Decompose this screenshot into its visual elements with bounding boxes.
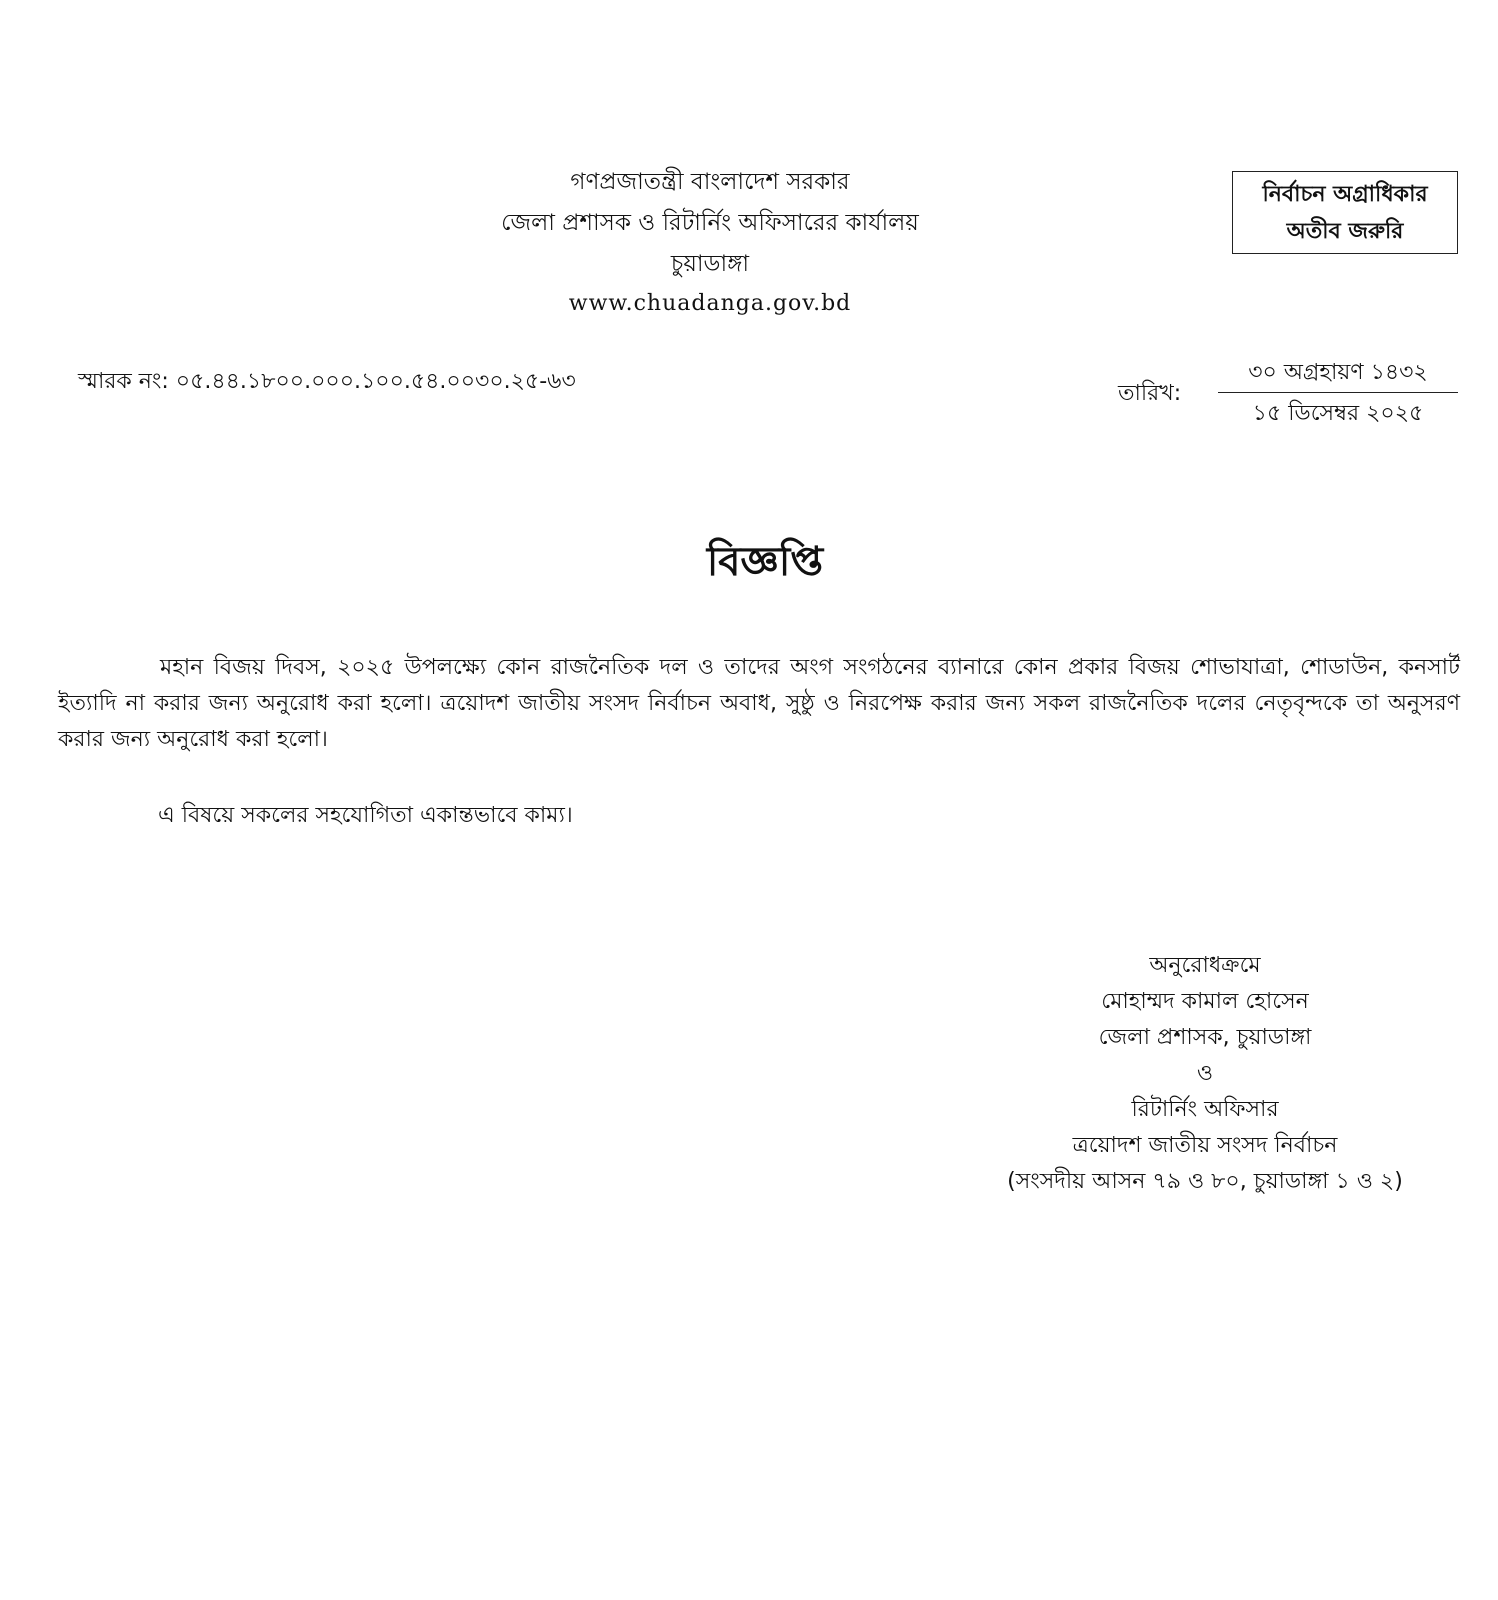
date-divider [1218,392,1458,393]
signature-conjunction: ও [1196,1061,1214,1086]
government-header [440,162,980,323]
signature-constituency: (সংসদীয় আসন ৭৯ ও ৮০, চুয়াডাঙ্গা ১ ও ২) [1007,1169,1403,1194]
notice-closing-paragraph: এ বিষয়ে সকলের সহযোগিতা একান্তভাবে কাম্য। [158,803,573,828]
government-name: গণপ্রজাতন্ত্রী বাংলাদেশ সরকার [570,169,850,195]
signature-request-line: অনুরোধক্রমে [1149,953,1261,978]
website-url: www.chuadanga.gov.bd [568,291,852,316]
priority-box [1232,171,1458,254]
memo-number: স্মারক নং: ০৫.৪৪.১৮০০.০০০.১০০.৫৪.০০৩০.২৫-৬৩ [78,369,576,394]
date-label: তারিখ: [1118,381,1182,406]
notice-body-paragraph: মহান বিজয় দিবস, ২০২৫ উপলক্ষ্যে কোন রাজনৈতিক দল ও তাদের অংগ সংগঠনের ব্যানারে কোন প্রকার বিজয় শোভাযাত্রা, শোডাউন, কনসার্ট ইত্যাদি না করার জন্য অনুরোধ করা হলো। ত্রয়োদশ জাতীয় সংসদ নির্বাচন অবাধ, সুষ্ঠু ও নিরপেক্ষ করার জন্য সকল রাজনৈতিক দলের নেতৃবৃন্দকে তা অনুসরণ করার জন্য অনুরোধ করা হলো। [58,655,1460,752]
district-name: চুয়াডাঙ্গা [670,251,750,277]
priority-urgent-label: অতীব জরুরি [1286,219,1404,244]
notice-title: বিজ্ঞপ্তি [706,539,824,585]
signature-block [960,948,1450,1200]
office-name: জেলা প্রশাসক ও রিটার্নিং অফিসারের কার্যালয় [501,210,919,236]
signatory-designation-ro: রিটার্নিং অফিসার [1131,1097,1279,1122]
signatory-name: মোহাম্মদ কামাল হোসেন [1101,989,1309,1014]
signature-election: ত্রয়োদশ জাতীয় সংসদ নির্বাচন [1072,1133,1338,1158]
date-gregorian-calendar: ১৫ ডিসেম্বর ২০২৫ [1252,401,1424,426]
date-block [1218,356,1458,431]
signatory-designation-dc: জেলা প্রশাসক, চুয়াডাঙ্গা [1098,1025,1312,1050]
priority-election-label: নির্বাচন অগ্রাধিকার [1262,182,1428,207]
date-bangla-calendar: ৩০ অগ্রহায়ণ ১৪৩২ [1248,360,1428,385]
